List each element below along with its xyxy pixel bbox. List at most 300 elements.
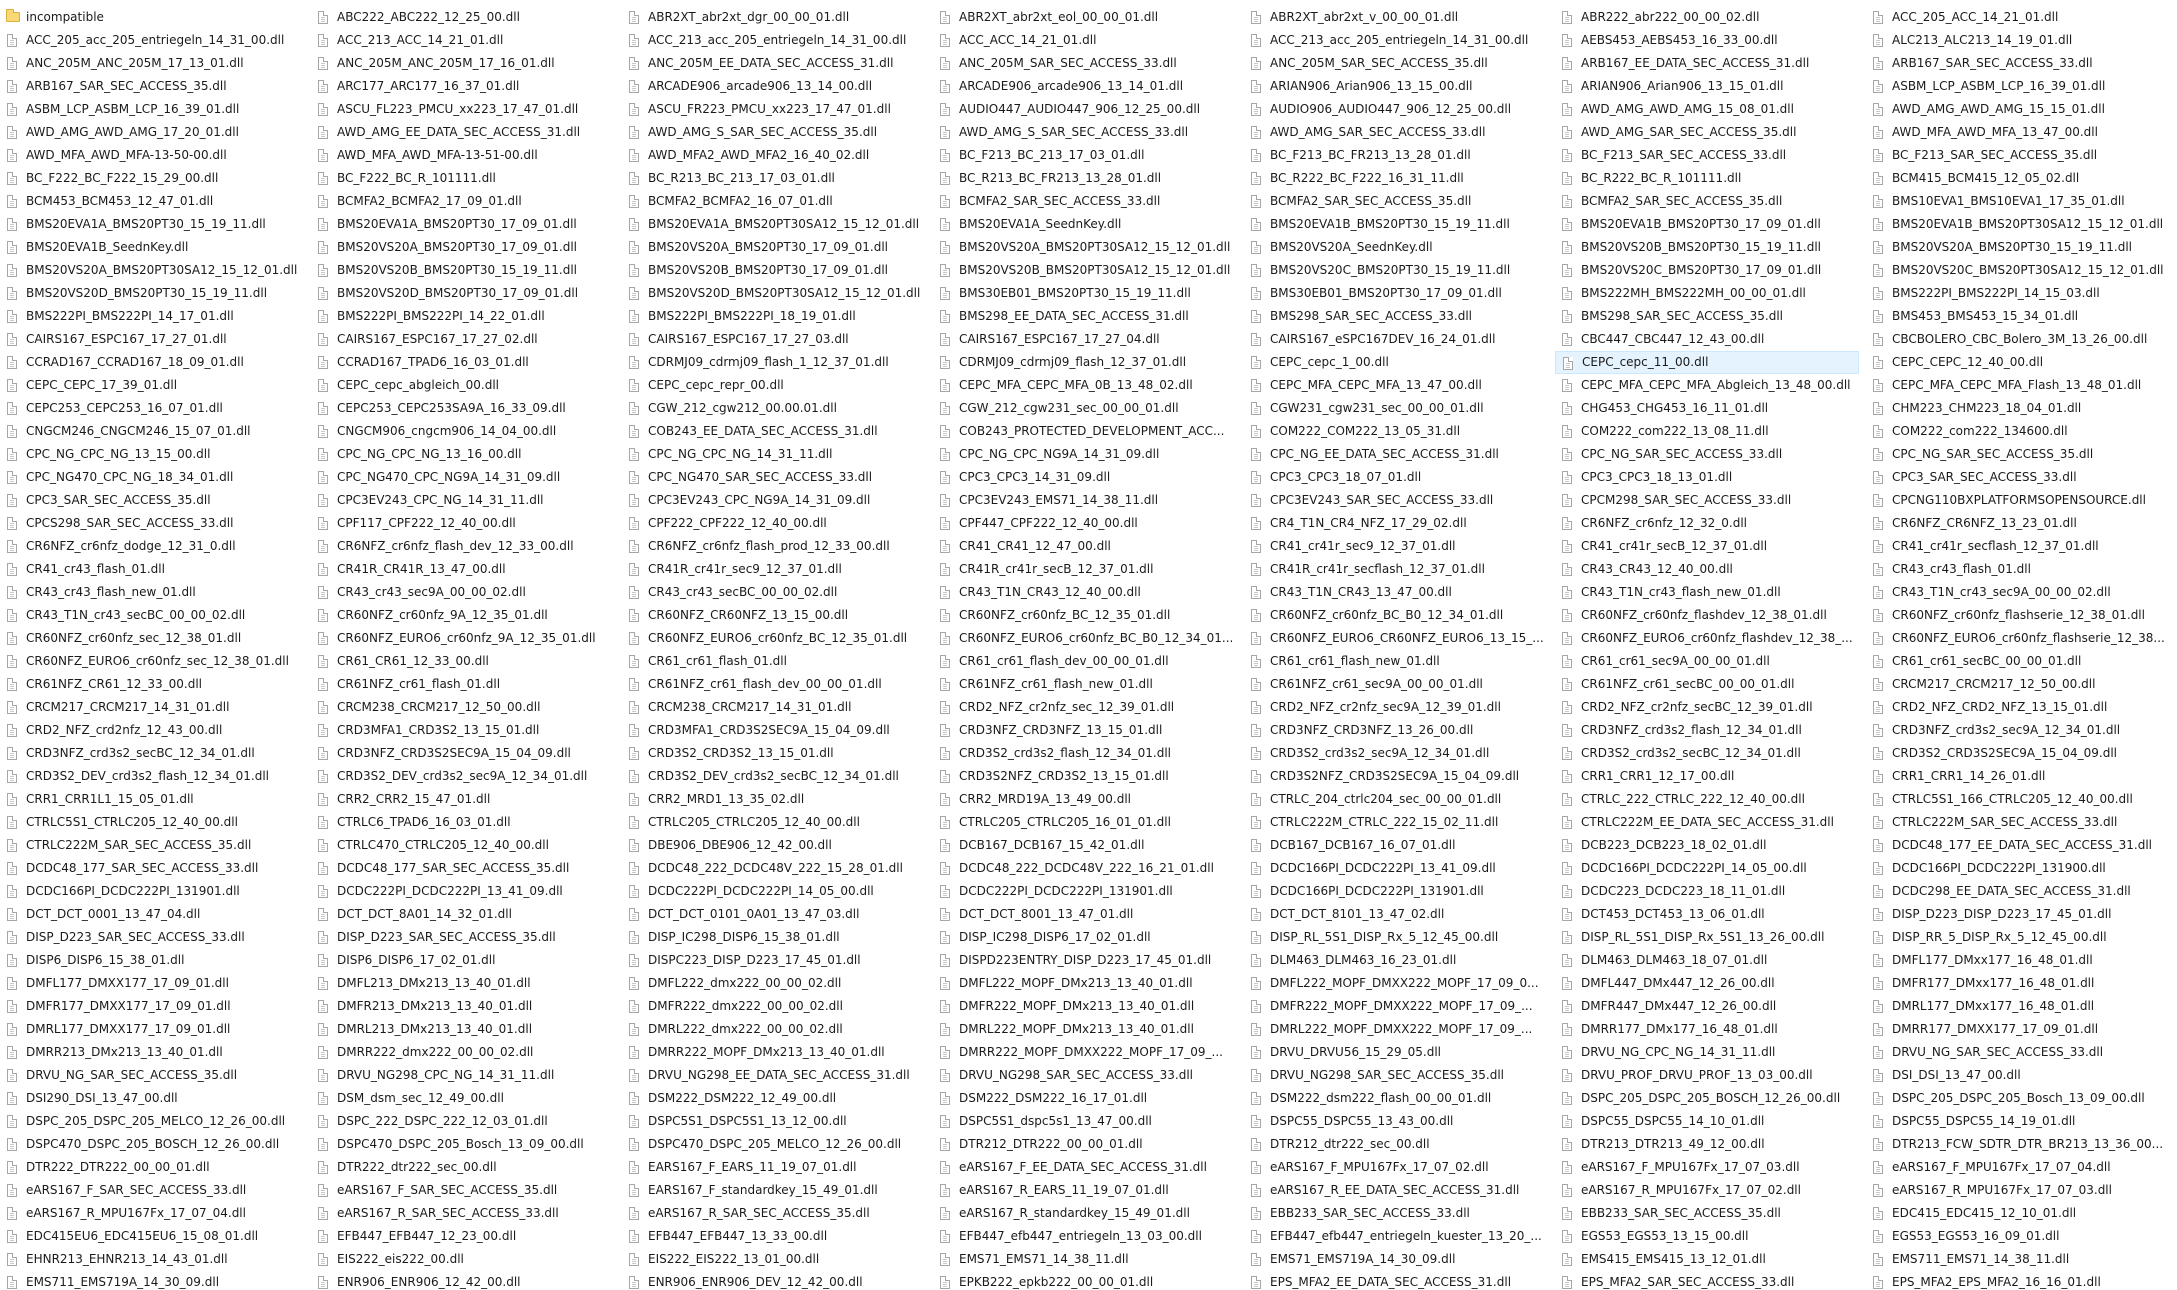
file-item[interactable]: [622, 512, 926, 535]
file-item[interactable]: [1555, 1110, 1859, 1133]
file-item[interactable]: [1244, 535, 1548, 558]
file-item[interactable]: [1866, 1179, 2170, 1202]
file-item[interactable]: [311, 857, 615, 880]
file-item[interactable]: [622, 1271, 926, 1290]
file-item[interactable]: [933, 121, 1237, 144]
file-item[interactable]: [1244, 604, 1548, 627]
file-item[interactable]: [311, 305, 615, 328]
file-item[interactable]: [622, 1156, 926, 1179]
file-item[interactable]: [311, 512, 615, 535]
file-item[interactable]: [622, 880, 926, 903]
file-item[interactable]: [1555, 995, 1859, 1018]
file-item[interactable]: [311, 6, 615, 29]
file-item[interactable]: [1244, 328, 1548, 351]
file-item[interactable]: [311, 880, 615, 903]
file-item[interactable]: [933, 213, 1237, 236]
file-item[interactable]: [933, 190, 1237, 213]
file-item[interactable]: [622, 98, 926, 121]
file-item[interactable]: [622, 29, 926, 52]
file-item[interactable]: [0, 29, 304, 52]
file-item[interactable]: [1866, 328, 2170, 351]
file-item[interactable]: [622, 1248, 926, 1271]
file-item[interactable]: [1866, 52, 2170, 75]
file-item[interactable]: [622, 673, 926, 696]
file-item[interactable]: [933, 167, 1237, 190]
file-item[interactable]: [622, 1133, 926, 1156]
file-item[interactable]: [933, 6, 1237, 29]
file-item[interactable]: [1555, 1248, 1859, 1271]
file-item[interactable]: [1244, 1271, 1548, 1290]
file-item[interactable]: [0, 926, 304, 949]
file-item[interactable]: [1244, 857, 1548, 880]
file-item[interactable]: [933, 857, 1237, 880]
file-item[interactable]: [1866, 144, 2170, 167]
file-item[interactable]: [311, 604, 615, 627]
file-item[interactable]: [933, 374, 1237, 397]
file-item[interactable]: [311, 75, 615, 98]
file-item[interactable]: [311, 995, 615, 1018]
file-item[interactable]: [311, 949, 615, 972]
file-item[interactable]: [1244, 742, 1548, 765]
file-item[interactable]: [1866, 1041, 2170, 1064]
file-item[interactable]: [1244, 1133, 1548, 1156]
file-item[interactable]: [933, 788, 1237, 811]
file-item[interactable]: [1244, 627, 1548, 650]
file-item[interactable]: [622, 6, 926, 29]
file-item[interactable]: [1555, 926, 1859, 949]
file-item[interactable]: [311, 834, 615, 857]
file-item[interactable]: [622, 144, 926, 167]
file-item[interactable]: [622, 627, 926, 650]
file-item[interactable]: [1244, 52, 1548, 75]
file-item[interactable]: [1555, 144, 1859, 167]
file-item[interactable]: [1244, 351, 1548, 374]
file-item[interactable]: [1244, 834, 1548, 857]
file-item[interactable]: [1244, 788, 1548, 811]
file-item[interactable]: [933, 627, 1237, 650]
file-item[interactable]: [311, 1202, 615, 1225]
file-item[interactable]: [1244, 29, 1548, 52]
file-item[interactable]: [1555, 512, 1859, 535]
file-item[interactable]: [622, 305, 926, 328]
file-item[interactable]: [0, 581, 304, 604]
file-item[interactable]: [1555, 167, 1859, 190]
file-item[interactable]: [1244, 1064, 1548, 1087]
file-item[interactable]: [622, 489, 926, 512]
file-item[interactable]: [1555, 190, 1859, 213]
file-item[interactable]: [1555, 1064, 1859, 1087]
file-item[interactable]: [1244, 650, 1548, 673]
file-item[interactable]: [1866, 351, 2170, 374]
file-item[interactable]: [1866, 949, 2170, 972]
file-item[interactable]: [933, 972, 1237, 995]
file-item[interactable]: [1866, 259, 2170, 282]
file-item[interactable]: [1555, 765, 1859, 788]
file-item[interactable]: [622, 1018, 926, 1041]
file-item[interactable]: [622, 213, 926, 236]
file-item[interactable]: [311, 1064, 615, 1087]
file-item[interactable]: [622, 742, 926, 765]
file-item[interactable]: [622, 604, 926, 627]
file-item[interactable]: [311, 328, 615, 351]
file-item[interactable]: [622, 282, 926, 305]
file-item[interactable]: [1555, 1271, 1859, 1290]
file-item[interactable]: [1555, 213, 1859, 236]
file-item[interactable]: [1244, 765, 1548, 788]
file-item[interactable]: [311, 788, 615, 811]
file-item[interactable]: [1244, 6, 1548, 29]
file-item[interactable]: [1555, 1225, 1859, 1248]
file-item[interactable]: [933, 1018, 1237, 1041]
file-item[interactable]: [0, 374, 304, 397]
file-item[interactable]: [1555, 328, 1859, 351]
file-item[interactable]: [0, 420, 304, 443]
file-item[interactable]: [311, 742, 615, 765]
file-item[interactable]: [933, 834, 1237, 857]
file-item[interactable]: [1555, 535, 1859, 558]
file-item[interactable]: [311, 1133, 615, 1156]
file-item[interactable]: [311, 282, 615, 305]
file-item[interactable]: [1555, 880, 1859, 903]
file-item[interactable]: [933, 236, 1237, 259]
file-item[interactable]: [933, 719, 1237, 742]
file-item[interactable]: [1244, 696, 1548, 719]
file-item[interactable]: [311, 1018, 615, 1041]
file-item[interactable]: [311, 811, 615, 834]
file-item[interactable]: [0, 1018, 304, 1041]
file-item[interactable]: [1244, 926, 1548, 949]
file-item[interactable]: [0, 765, 304, 788]
file-item[interactable]: [1244, 1225, 1548, 1248]
file-item[interactable]: [311, 236, 615, 259]
file-item[interactable]: [933, 1156, 1237, 1179]
file-item[interactable]: [0, 1225, 304, 1248]
file-item[interactable]: [1866, 1110, 2170, 1133]
file-item[interactable]: [311, 535, 615, 558]
file-item[interactable]: [1555, 673, 1859, 696]
file-item[interactable]: [1555, 857, 1859, 880]
file-item[interactable]: [933, 1133, 1237, 1156]
file-item[interactable]: [933, 52, 1237, 75]
file-item[interactable]: [622, 397, 926, 420]
file-item[interactable]: [1244, 880, 1548, 903]
folder-item[interactable]: [0, 6, 304, 29]
file-item[interactable]: [933, 1225, 1237, 1248]
file-item[interactable]: [0, 328, 304, 351]
file-item[interactable]: [933, 29, 1237, 52]
file-item[interactable]: [1555, 1041, 1859, 1064]
file-item[interactable]: [0, 167, 304, 190]
file-item[interactable]: [933, 535, 1237, 558]
file-item[interactable]: [0, 282, 304, 305]
file-item[interactable]: [311, 1225, 615, 1248]
file-item[interactable]: [1244, 190, 1548, 213]
file-item[interactable]: [0, 351, 304, 374]
file-item[interactable]: [1866, 765, 2170, 788]
file-item[interactable]: [1866, 1087, 2170, 1110]
file-item[interactable]: [1244, 98, 1548, 121]
file-item[interactable]: [622, 420, 926, 443]
file-item[interactable]: [933, 673, 1237, 696]
file-item[interactable]: [1244, 719, 1548, 742]
file-item[interactable]: [1866, 374, 2170, 397]
file-item[interactable]: [1866, 535, 2170, 558]
file-item[interactable]: [933, 351, 1237, 374]
file-item[interactable]: [622, 443, 926, 466]
file-item[interactable]: [311, 52, 615, 75]
file-item[interactable]: [1866, 1202, 2170, 1225]
file-item[interactable]: [622, 650, 926, 673]
file-item[interactable]: [1244, 673, 1548, 696]
file-item[interactable]: [311, 972, 615, 995]
file-item[interactable]: [1244, 144, 1548, 167]
file-item[interactable]: [1866, 903, 2170, 926]
file-item[interactable]: [0, 742, 304, 765]
file-item[interactable]: [622, 765, 926, 788]
file-item[interactable]: [933, 75, 1237, 98]
file-item[interactable]: [1555, 52, 1859, 75]
file-item[interactable]: [933, 259, 1237, 282]
file-item[interactable]: [1866, 834, 2170, 857]
file-item[interactable]: [1244, 949, 1548, 972]
file-item[interactable]: [622, 558, 926, 581]
file-item[interactable]: [1244, 282, 1548, 305]
file-item[interactable]: [1555, 374, 1859, 397]
file-item[interactable]: [0, 1271, 304, 1290]
file-item[interactable]: [622, 1110, 926, 1133]
file-item[interactable]: [311, 190, 615, 213]
file-item[interactable]: [622, 1179, 926, 1202]
file-item[interactable]: [311, 673, 615, 696]
file-item[interactable]: [1244, 1041, 1548, 1064]
file-item[interactable]: [0, 1202, 304, 1225]
file-item[interactable]: [1866, 282, 2170, 305]
file-item[interactable]: [1555, 581, 1859, 604]
file-item[interactable]: [1866, 880, 2170, 903]
file-item[interactable]: [1866, 1156, 2170, 1179]
file-item[interactable]: [1555, 351, 1859, 374]
file-item[interactable]: [933, 397, 1237, 420]
file-item[interactable]: [311, 29, 615, 52]
file-item[interactable]: [1866, 1064, 2170, 1087]
file-item[interactable]: [933, 1110, 1237, 1133]
file-item[interactable]: [1244, 1248, 1548, 1271]
file-item[interactable]: [0, 535, 304, 558]
file-item[interactable]: [311, 213, 615, 236]
file-item[interactable]: [0, 604, 304, 627]
file-item[interactable]: [0, 719, 304, 742]
file-item[interactable]: [1244, 75, 1548, 98]
file-item[interactable]: [0, 1133, 304, 1156]
file-item[interactable]: [1244, 443, 1548, 466]
file-item[interactable]: [0, 52, 304, 75]
file-item[interactable]: [311, 696, 615, 719]
file-item[interactable]: [0, 259, 304, 282]
file-item[interactable]: [0, 512, 304, 535]
file-item[interactable]: [1866, 696, 2170, 719]
file-item[interactable]: [1866, 558, 2170, 581]
file-item[interactable]: [311, 466, 615, 489]
file-item[interactable]: [0, 213, 304, 236]
file-item[interactable]: [933, 811, 1237, 834]
file-item[interactable]: [311, 903, 615, 926]
file-item[interactable]: [622, 328, 926, 351]
file-item[interactable]: [933, 1041, 1237, 1064]
file-item[interactable]: [1244, 420, 1548, 443]
file-item[interactable]: [933, 604, 1237, 627]
file-item[interactable]: [1244, 1179, 1548, 1202]
file-item[interactable]: [0, 397, 304, 420]
file-item[interactable]: [0, 1064, 304, 1087]
file-item[interactable]: [1866, 6, 2170, 29]
file-item[interactable]: [933, 420, 1237, 443]
file-item[interactable]: [933, 328, 1237, 351]
file-item[interactable]: [1555, 466, 1859, 489]
file-item[interactable]: [1555, 1087, 1859, 1110]
file-item[interactable]: [1866, 29, 2170, 52]
file-item[interactable]: [311, 558, 615, 581]
file-item[interactable]: [311, 1248, 615, 1271]
file-item[interactable]: [622, 259, 926, 282]
file-item[interactable]: [933, 765, 1237, 788]
file-item[interactable]: [1555, 259, 1859, 282]
file-item[interactable]: [0, 627, 304, 650]
file-item[interactable]: [1555, 98, 1859, 121]
file-item[interactable]: [0, 1248, 304, 1271]
file-item[interactable]: [622, 719, 926, 742]
file-item[interactable]: [1555, 305, 1859, 328]
file-item[interactable]: [1555, 420, 1859, 443]
file-item[interactable]: [1244, 903, 1548, 926]
file-item[interactable]: [311, 374, 615, 397]
file-item[interactable]: [1866, 75, 2170, 98]
file-item[interactable]: [1244, 121, 1548, 144]
file-item[interactable]: [933, 650, 1237, 673]
file-item[interactable]: [1555, 1202, 1859, 1225]
file-item[interactable]: [1866, 420, 2170, 443]
file-item[interactable]: [1866, 995, 2170, 1018]
file-item[interactable]: [1866, 1271, 2170, 1290]
file-item[interactable]: [1866, 121, 2170, 144]
file-item[interactable]: [311, 420, 615, 443]
file-item[interactable]: [1555, 696, 1859, 719]
file-item[interactable]: [1555, 604, 1859, 627]
file-item[interactable]: [0, 236, 304, 259]
file-item[interactable]: [933, 1271, 1237, 1290]
file-item[interactable]: [1555, 788, 1859, 811]
file-item[interactable]: [0, 834, 304, 857]
file-item[interactable]: [933, 144, 1237, 167]
file-item[interactable]: [622, 1202, 926, 1225]
file-item[interactable]: [1244, 995, 1548, 1018]
file-item[interactable]: [1555, 236, 1859, 259]
file-item[interactable]: [622, 1064, 926, 1087]
file-item[interactable]: [933, 443, 1237, 466]
file-item[interactable]: [1866, 443, 2170, 466]
file-item[interactable]: [0, 903, 304, 926]
file-item[interactable]: [311, 259, 615, 282]
file-item[interactable]: [933, 282, 1237, 305]
file-item[interactable]: [1555, 742, 1859, 765]
file-item[interactable]: [622, 374, 926, 397]
file-item[interactable]: [0, 144, 304, 167]
file-item[interactable]: [311, 397, 615, 420]
file-item[interactable]: [622, 1087, 926, 1110]
file-item[interactable]: [933, 1248, 1237, 1271]
file-item[interactable]: [933, 880, 1237, 903]
file-item[interactable]: [0, 857, 304, 880]
file-item[interactable]: [311, 443, 615, 466]
file-item[interactable]: [1555, 903, 1859, 926]
file-item[interactable]: [311, 719, 615, 742]
file-item[interactable]: [1555, 949, 1859, 972]
file-item[interactable]: [1866, 627, 2170, 650]
file-item[interactable]: [0, 75, 304, 98]
file-item[interactable]: [1244, 1018, 1548, 1041]
file-item[interactable]: [933, 926, 1237, 949]
file-item[interactable]: [1555, 489, 1859, 512]
file-item[interactable]: [933, 98, 1237, 121]
file-item[interactable]: [933, 558, 1237, 581]
file-item[interactable]: [1244, 581, 1548, 604]
file-item[interactable]: [311, 650, 615, 673]
file-item[interactable]: [1555, 719, 1859, 742]
file-item[interactable]: [1866, 742, 2170, 765]
file-item[interactable]: [1244, 1087, 1548, 1110]
file-item[interactable]: [1555, 627, 1859, 650]
file-item[interactable]: [622, 535, 926, 558]
file-item[interactable]: [311, 1179, 615, 1202]
file-item[interactable]: [1866, 397, 2170, 420]
file-item[interactable]: [0, 489, 304, 512]
file-item[interactable]: [1555, 1133, 1859, 1156]
file-item[interactable]: [1555, 650, 1859, 673]
file-item[interactable]: [0, 443, 304, 466]
file-item[interactable]: [0, 696, 304, 719]
file-item[interactable]: [622, 834, 926, 857]
file-item[interactable]: [311, 489, 615, 512]
file-item[interactable]: [311, 1087, 615, 1110]
file-item[interactable]: [933, 696, 1237, 719]
file-item[interactable]: [622, 167, 926, 190]
file-item[interactable]: [1866, 489, 2170, 512]
file-item[interactable]: [1244, 259, 1548, 282]
file-item[interactable]: [311, 926, 615, 949]
file-item[interactable]: [1555, 6, 1859, 29]
file-item[interactable]: [1866, 650, 2170, 673]
file-item[interactable]: [1866, 1133, 2170, 1156]
file-item[interactable]: [0, 190, 304, 213]
file-item[interactable]: [622, 811, 926, 834]
file-item[interactable]: [1244, 972, 1548, 995]
file-item[interactable]: [933, 1202, 1237, 1225]
file-item[interactable]: [1866, 581, 2170, 604]
file-item[interactable]: [0, 1156, 304, 1179]
file-item[interactable]: [1244, 167, 1548, 190]
file-item[interactable]: [311, 98, 615, 121]
file-item[interactable]: [622, 949, 926, 972]
file-item[interactable]: [0, 1087, 304, 1110]
file-item[interactable]: [1866, 512, 2170, 535]
file-item[interactable]: [0, 788, 304, 811]
file-item[interactable]: [311, 167, 615, 190]
file-item[interactable]: [933, 903, 1237, 926]
file-item[interactable]: [933, 581, 1237, 604]
file-item[interactable]: [0, 98, 304, 121]
file-item[interactable]: [311, 627, 615, 650]
file-item[interactable]: [622, 52, 926, 75]
file-item[interactable]: [1866, 305, 2170, 328]
